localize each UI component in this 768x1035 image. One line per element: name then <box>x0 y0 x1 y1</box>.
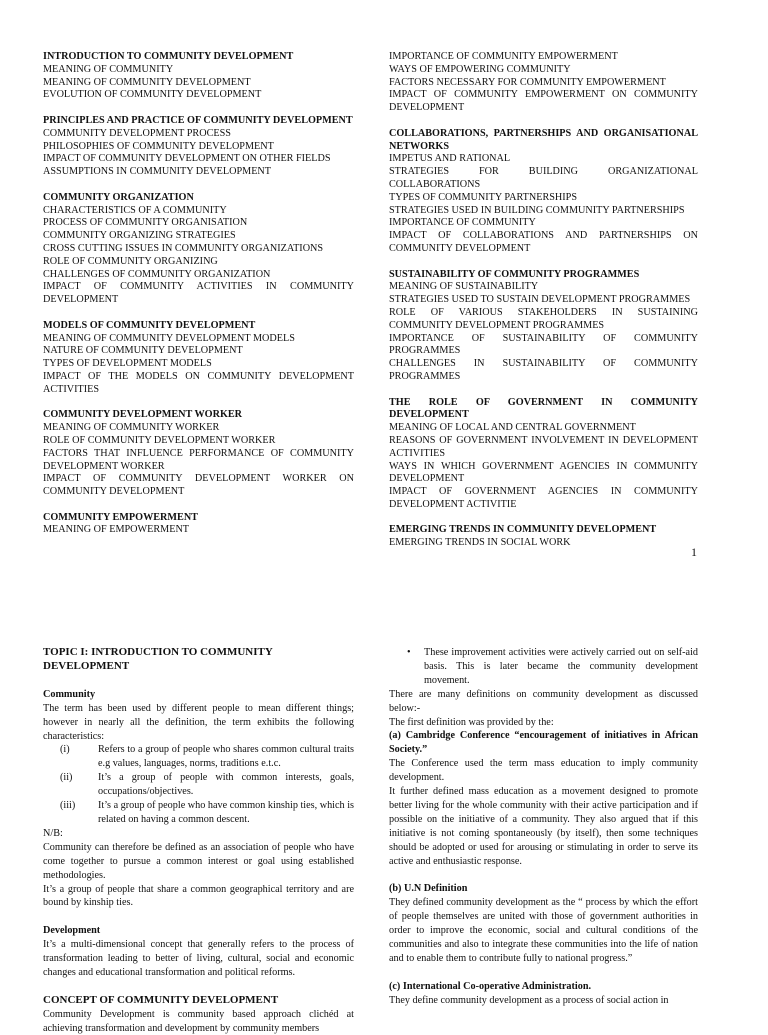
toc-item: TYPES OF COMMUNITY PARTNERSHIPS <box>389 191 577 203</box>
toc-item: TYPES OF DEVELOPMENT MODELS <box>43 358 212 370</box>
toc-item: ROLE OF COMMUNITY DEVELOPMENT WORKER <box>43 434 276 446</box>
toc-item: WAYS OF EMPOWERING COMMUNITY <box>389 63 571 75</box>
toc-item: MEANING OF COMMUNITY <box>43 63 174 75</box>
toc-item: IMPACT OF COLLABORATIONS AND PARTNERSHIPS ON COMMUNITY DEVELOPMENT <box>389 230 698 254</box>
toc-section <box>43 409 354 499</box>
toc-heading: EMERGING TRENDS IN COMMUNITY DEVELOPMENT <box>389 524 657 536</box>
body-right-column <box>389 646 698 1008</box>
spacer <box>43 980 354 994</box>
toc-item: CHALLENGES IN SUSTAINABILITY OF COMMUNITY PROGRAMMES <box>389 358 698 382</box>
toc-section <box>389 128 698 256</box>
toc-section <box>43 192 354 307</box>
toc-item: EMERGING TRENDS IN SOCIAL WORK <box>389 537 571 549</box>
toc-item: IMPACT OF COMMUNITY ACTIVITIES IN COMMUNITY DEVELOPMENT <box>43 281 354 306</box>
toc-item: MEANING OF COMMUNITY DEVELOPMENT <box>43 76 251 88</box>
toc-item: IMPORTANCE OF SUSTAINABILITY OF COMMUNITY PROGRAMMES <box>389 332 698 357</box>
toc-item: MEANING OF SUSTAINABILITY <box>389 281 539 293</box>
toc-item: ROLE OF COMMUNITY ORGANIZING <box>43 255 218 267</box>
development-heading: Development <box>43 925 101 937</box>
toc-heading: SUSTAINABILITY OF COMMUNITY PROGRAMMES <box>389 268 640 280</box>
un-heading: (b) U.N Definition <box>389 883 468 895</box>
characteristics-list <box>43 743 354 826</box>
first-definition: The first definition was provided by the: <box>389 716 554 728</box>
content-page <box>0 620 768 1034</box>
toc-section <box>43 115 354 179</box>
toc-heading: COMMUNITY ORGANIZATION <box>43 191 194 203</box>
list-item-text: It’s a group of people with common interests, goals, occupations/objectives. <box>98 772 354 798</box>
definitions-intro: There are many definitions on community development as discussed below:- <box>389 688 698 714</box>
spacer <box>389 869 698 883</box>
cambridge-text-2: It further defined mass education as a movement designed to promote better living for the whole community with their active participation and if possible on the initiative of a community. They also argued that if this initiative is not coming spontaneously (by itself), then some techniques should be adopted or used for arousing or stimulating in order to serve its active and enthusiastic response. <box>389 786 698 867</box>
list-item-number: (i) <box>60 744 70 756</box>
toc-heading: THE ROLE OF GOVERNMENT IN COMMUNITY DEVELOPMENT <box>389 396 698 421</box>
toc-item: MEANING OF LOCAL AND CENTRAL GOVERNMENT <box>389 422 636 434</box>
topic-title: TOPIC I: INTRODUCTION TO COMMUNITY DEVELOPMENT <box>43 646 273 672</box>
toc-heading: COMMUNITY EMPOWERMENT <box>43 511 198 523</box>
toc-item: ROLE OF VARIOUS STAKEHOLDERS IN SUSTAINING COMMUNITY DEVELOPMENT PROGRAMMES <box>389 306 698 331</box>
toc-item: STRATEGIES USED TO SUSTAIN DEVELOPMENT PROGRAMMES <box>389 294 691 306</box>
toc-section <box>43 51 354 102</box>
toc-heading: MODELS OF COMMUNITY DEVELOPMENT <box>43 319 256 331</box>
toc-item: IMPACT OF THE MODELS ON COMMUNITY DEVELOPMENT ACTIVITIES <box>43 370 354 395</box>
list-item-text: Refers to a group of people who shares common cultural traits e.g values, languages, norms, traditions e.t.c. <box>98 744 354 770</box>
list-item <box>43 771 354 799</box>
spacer <box>43 910 354 924</box>
cambridge-text-1: The Conference used the term mass education to imply community development. <box>389 758 698 784</box>
ica-heading: (c) International Co-operative Administration. <box>389 980 592 992</box>
toc-right-column <box>389 51 698 563</box>
list-item <box>407 646 698 688</box>
toc-item: CHALLENGES OF COMMUNITY ORGANIZATION <box>43 268 271 280</box>
list-item <box>43 743 354 771</box>
toc-item: FACTORS NECESSARY FOR COMMUNITY EMPOWERMENT <box>389 76 666 88</box>
community-intro: The term has been used by different people to mean different things; however in nearly all the definition, the term exhibits the following characteristics: <box>43 702 354 742</box>
toc-item: PROCESS OF COMMUNITY ORGANISATION <box>43 217 248 229</box>
bullet-list <box>389 646 698 688</box>
development-text: It’s a multi-dimensional concept that generally refers to the process of transformation leading to better of living, cultural, social and economic changes and educational transformation and political reforms. <box>43 939 354 978</box>
list-item-number: (ii) <box>60 772 73 784</box>
page-number: 1 <box>691 545 697 559</box>
toc-item: IMPACT OF COMMUNITY EMPOWERMENT ON COMMUNITY DEVELOPMENT <box>389 89 698 114</box>
toc-item: EVOLUTION OF COMMUNITY DEVELOPMENT <box>43 89 262 101</box>
un-text: They defined community development as the “ process by which the effort of people themselves are united with those of government authorities in order to improve the economic, social and cultural conditions of the communities and also to integrate these communities into the life of nation and to enable them to contribute fully to national progress.” <box>389 897 698 964</box>
list-item-text: It’s a group of people who have common kinship ties, which is related on having a common descent. <box>98 800 354 825</box>
page-gap <box>0 590 768 620</box>
toc-heading: INTRODUCTION TO COMMUNITY DEVELOPMENT <box>43 51 294 62</box>
list-item-number: (iii) <box>60 800 76 812</box>
toc-item: IMPORTANCE OF COMMUNITY <box>389 217 536 229</box>
toc-section <box>389 51 698 115</box>
list-item <box>43 799 354 827</box>
toc-item: WAYS IN WHICH GOVERNMENT AGENCIES IN COMMUNITY DEVELOPMENT <box>389 460 698 485</box>
toc-item: MEANING OF COMMUNITY DEVELOPMENT MODELS <box>43 332 295 344</box>
toc-item: IMPACT OF COMMUNITY DEVELOPMENT ON OTHER FIELDS <box>43 153 331 165</box>
concept-text: Community Development is community based approach clichéd at achieving transformation and development by community members <box>43 1008 354 1034</box>
toc-heading: COLLABORATIONS, PARTNERSHIPS AND ORGANISATIONAL NETWORKS <box>389 127 698 152</box>
toc-item: IMPACT OF COMMUNITY DEVELOPMENT WORKER ON COMMUNITY DEVELOPMENT <box>43 473 354 498</box>
toc-item: PHILOSOPHIES OF COMMUNITY DEVELOPMENT <box>43 140 274 152</box>
nb-label: N/B: <box>43 827 63 839</box>
toc-item: NATURE OF COMMUNITY DEVELOPMENT <box>43 345 243 357</box>
toc-section <box>389 397 698 512</box>
geo-text: It’s a group of people that share a common geographical territory and are bound by kinship ties. <box>43 883 354 909</box>
toc-item: STRATEGIES FOR BUILDING ORGANIZATIONAL COLLABORATIONS <box>389 166 698 190</box>
toc-item: IMPETUS AND RATIONAL <box>389 153 511 165</box>
toc-item: FACTORS THAT INFLUENCE PERFORMANCE OF COMMUNITY DEVELOPMENT WORKER <box>43 447 354 472</box>
ica-text: They define community development as a process of social action in <box>389 994 669 1006</box>
spacer <box>389 966 698 980</box>
toc-item: CHARACTERISTICS OF A COMMUNITY <box>43 204 227 216</box>
toc-item: IMPORTANCE OF COMMUNITY EMPOWERMENT <box>389 51 618 62</box>
toc-section <box>389 524 698 550</box>
toc-section <box>389 269 698 384</box>
toc-item: IMPACT OF GOVERNMENT AGENCIES IN COMMUNITY DEVELOPMENT ACTIVITIE <box>389 486 698 510</box>
community-heading: Community <box>43 688 96 700</box>
bullet-text: These improvement activities were actively carried out on self-aid basis. This is later became the community development movement. <box>424 647 698 686</box>
cambridge-heading: (a) Cambridge Conference “encouragement of initiatives in African Society.” <box>389 730 698 756</box>
body-left-column <box>43 646 354 1035</box>
toc-item: STRATEGIES USED IN BUILDING COMMUNITY PARTNERSHIPS <box>389 204 685 216</box>
toc-heading: PRINCIPLES AND PRACTICE OF COMMUNITY DEVELOPMENT <box>43 114 353 126</box>
nb-text: Community can therefore be defined as an association of people who have come together to pursue a common interest or goal using established methodologies. <box>43 841 354 881</box>
concept-heading: CONCEPT OF COMMUNITY DEVELOPMENT <box>43 993 279 1006</box>
toc-heading: COMMUNITY DEVELOPMENT WORKER <box>43 409 243 421</box>
toc-item: CROSS CUTTING ISSUES IN COMMUNITY ORGANIZATIONS <box>43 242 324 254</box>
toc-section <box>43 512 354 538</box>
toc-item: MEANING OF COMMUNITY WORKER <box>43 422 220 434</box>
toc-item: ASSUMPTIONS IN COMMUNITY DEVELOPMENT <box>43 166 271 178</box>
toc-item: REASONS OF GOVERNMENT INVOLVEMENT IN DEVELOPMENT ACTIVITIES <box>389 434 698 459</box>
toc-section <box>43 320 354 397</box>
toc-item: MEANING OF EMPOWERMENT <box>43 524 190 536</box>
toc-item: COMMUNITY ORGANIZING STRATEGIES <box>43 230 236 242</box>
toc-left-column <box>43 51 354 550</box>
bullet-icon: • <box>407 647 411 658</box>
toc-item: COMMUNITY DEVELOPMENT PROCESS <box>43 127 231 139</box>
